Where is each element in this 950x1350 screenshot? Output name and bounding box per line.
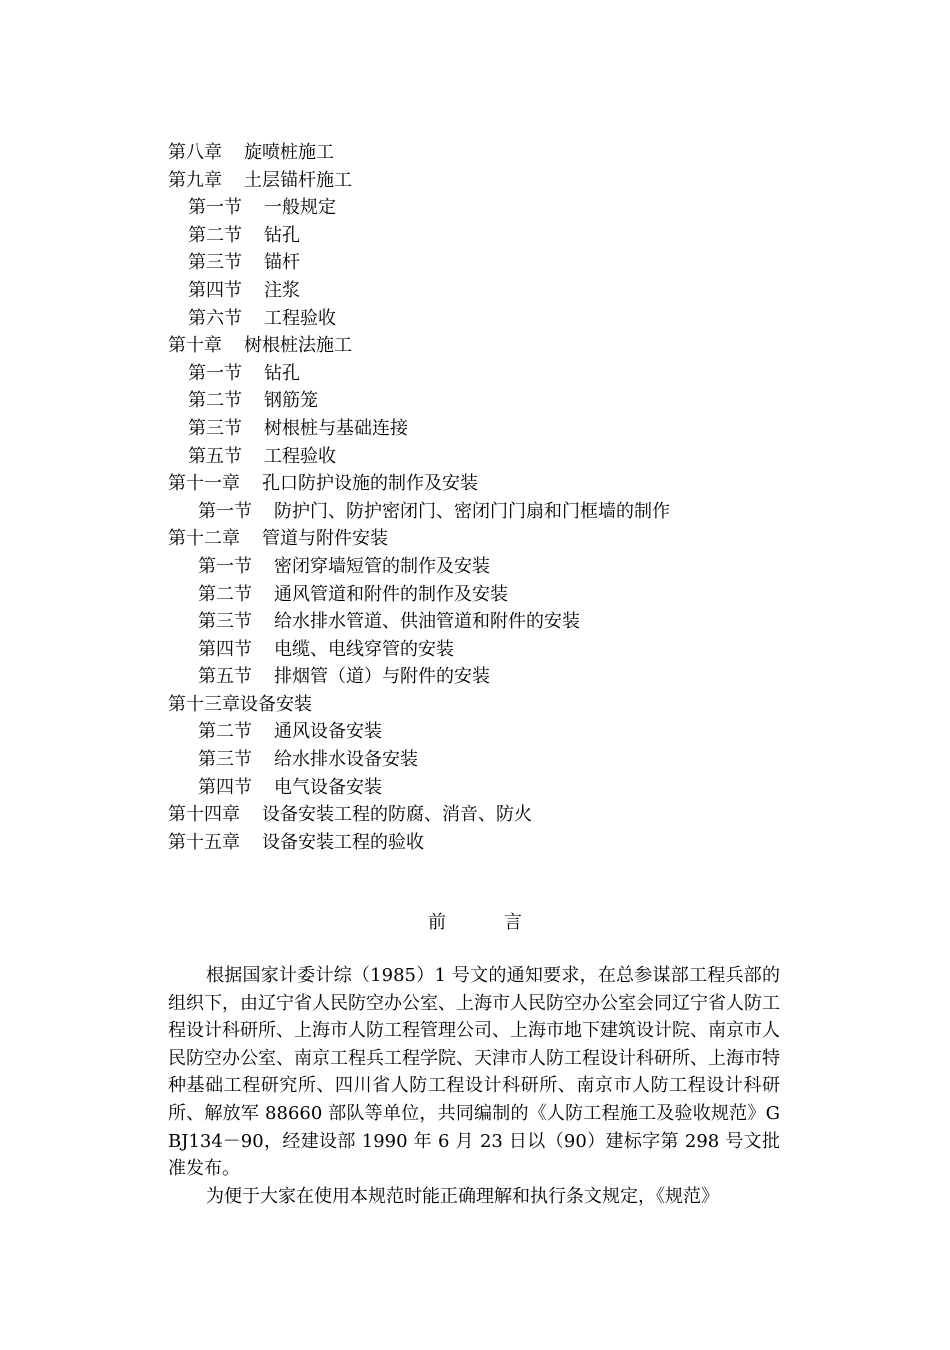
toc-entry-number: 第十一章	[168, 473, 240, 495]
toc-entry-number: 第四节	[198, 638, 252, 660]
toc-entry-title: 孔口防护设施的制作及安装	[262, 473, 478, 495]
toc-section-entry	[168, 718, 808, 746]
toc-entry-title: 设备安装工程的防腐、消音、防火	[262, 804, 532, 826]
toc-entry-number: 第四节	[198, 776, 252, 798]
preface-title: 前言	[428, 912, 580, 933]
toc-entry-number: 第一节	[188, 197, 242, 219]
toc-entry-number: 第一节	[198, 500, 252, 522]
toc-entry-number: 第十四章	[168, 804, 240, 826]
toc-entry-number: 第三节	[188, 417, 242, 439]
toc-entry-title: 设备安装工程的验收	[262, 831, 424, 853]
toc-chapter-entry	[168, 691, 808, 719]
toc-entry-title: 给水排水设备安装	[274, 749, 418, 771]
toc-chapter-entry	[168, 525, 808, 553]
toc-entry-title: 工程验收	[264, 445, 336, 467]
toc-entry-title: 树根桩与基础连接	[264, 417, 408, 439]
toc-entry-title: 管道与附件安装	[262, 528, 388, 550]
toc-section-entry	[168, 387, 808, 415]
toc-entry-number: 第九章	[168, 169, 222, 191]
toc-entry-title: 密闭穿墙短管的制作及安装	[274, 555, 490, 577]
toc-entry-title: 钢筋笼	[264, 390, 318, 412]
toc-entry-number: 第三节	[198, 749, 252, 771]
toc-section-entry	[168, 498, 808, 526]
table-of-contents	[168, 139, 808, 856]
toc-chapter-entry	[168, 167, 808, 195]
toc-section-entry	[168, 249, 808, 277]
toc-section-entry	[168, 305, 808, 333]
preface-body	[168, 962, 780, 1210]
toc-section-entry	[168, 581, 808, 609]
toc-section-entry	[168, 415, 808, 443]
toc-section-entry	[168, 663, 808, 691]
toc-entry-number: 第五节	[198, 666, 252, 688]
toc-entry-number: 第三节	[188, 252, 242, 274]
toc-entry-number: 第二节	[198, 583, 252, 605]
toc-section-entry	[168, 774, 808, 802]
toc-entry-title: 通风设备安装	[274, 721, 382, 743]
toc-entry-number: 第一节	[198, 555, 252, 577]
toc-section-entry	[168, 443, 808, 471]
toc-entry-number: 第十章	[168, 335, 222, 357]
toc-section-entry	[168, 608, 808, 636]
toc-entry-number: 第二节	[198, 721, 252, 743]
toc-entry-title: 钻孔	[264, 362, 300, 384]
toc-entry-number: 第一节	[188, 362, 242, 384]
toc-entry-title: 树根桩法施工	[244, 335, 352, 357]
toc-entry-title: 电气设备安装	[274, 776, 382, 798]
toc-entry-title: 旋喷桩施工	[244, 142, 334, 163]
toc-entry-number: 第二节	[188, 390, 242, 412]
toc-section-entry	[168, 277, 808, 305]
toc-entry-number: 第十五章	[168, 831, 240, 853]
toc-entry-number: 第五节	[188, 445, 242, 467]
toc-chapter-entry	[168, 829, 808, 857]
preface-paragraph-1: 根据国家计委计综（1985）1 号文的通知要求，在总参谋部工程兵部的组织下，由辽宁省人民防空办公室、上海市人民防空办公室会同辽宁省人防工程设计科研所、上海市人防工程管理公司、上海市地下建筑设计院、南京市人民防空办公室、南京工程兵工程学院、天津市人防工程设计科研所、上海市特种基础工程研究所、四川省人防工程设计科研所、南京市人防工程设计科研所、解放军 88660 部队等单位，共同编制的《人防工程施工及验收规范》GBJ134－90，经建设部 1990 年 6 月 23 日以（90）建标字第 298 号文批准发布。	[168, 965, 780, 1180]
toc-entry-number: 第二节	[188, 224, 242, 246]
toc-entry-title: 排烟管（道）与附件的安装	[274, 666, 490, 688]
toc-entry-number: 第四节	[188, 279, 242, 301]
toc-entry-title: 防护门、防护密闭门、密闭门门扇和门框墙的制作	[274, 500, 670, 522]
toc-section-entry	[168, 222, 808, 250]
toc-entry-title: 电缆、电线穿管的安装	[274, 638, 454, 660]
toc-chapter-entry	[168, 801, 808, 829]
toc-entry-number: 第十二章	[168, 528, 240, 550]
toc-section-entry	[168, 746, 808, 774]
toc-entry-title: 锚杆	[264, 252, 300, 274]
toc-chapter-entry	[168, 470, 808, 498]
toc-entry-title: 通风管道和附件的制作及安装	[274, 583, 508, 605]
toc-section-entry	[168, 360, 808, 388]
toc-section-entry	[168, 636, 808, 664]
toc-chapter-entry	[168, 139, 808, 167]
toc-entry-title: 注浆	[264, 279, 300, 301]
toc-section-entry	[168, 194, 808, 222]
toc-chapter-entry	[168, 332, 808, 360]
toc-entry-title: 工程验收	[264, 307, 336, 329]
toc-entry-number: 第六节	[188, 307, 242, 329]
toc-entry-title: 给水排水管道、供油管道和附件的安装	[274, 611, 580, 633]
toc-entry-title: 土层锚杆施工	[244, 169, 352, 191]
toc-entry-number: 第十三章设备安装	[168, 693, 312, 715]
toc-section-entry	[168, 553, 808, 581]
toc-entry-title: 一般规定	[264, 197, 336, 219]
toc-entry-number: 第八章	[168, 142, 222, 163]
toc-entry-title: 钻孔	[264, 224, 300, 246]
preface-paragraph-2: 为便于大家在使用本规范时能正确理解和执行条文规定，《规范》	[206, 1185, 719, 1207]
toc-entry-number: 第三节	[198, 611, 252, 633]
